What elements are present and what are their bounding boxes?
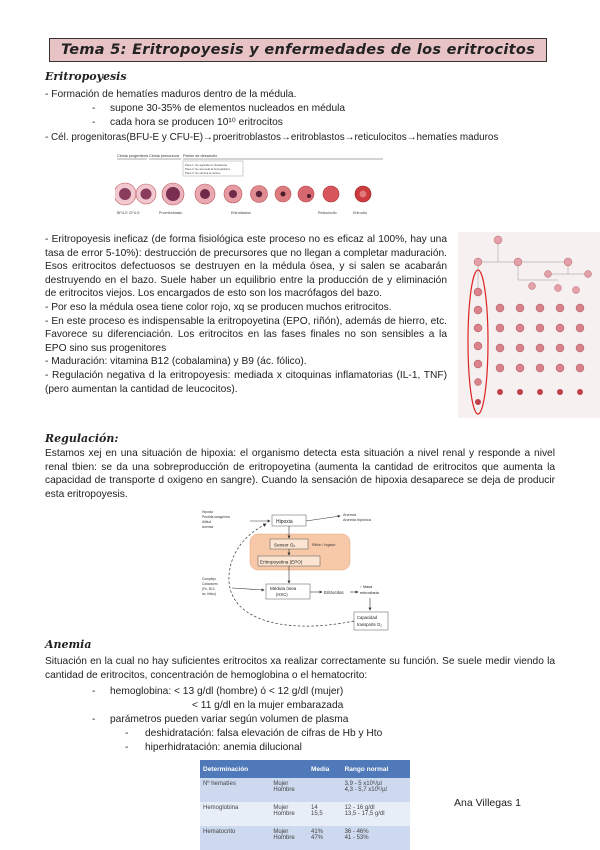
anemia-paragraph: Situación en la cual no hay suficientes eritrocitos xa realizar correctamente su función. Se suele medir viendo la cantidad de eritrocitos, concentración de hemoglobina o el hematocrito: (45, 656, 555, 681)
cell-nucleus (256, 191, 262, 197)
fig-stage-label: Reticulocito (318, 211, 337, 215)
para-ineficaz: - Eritropoyesis ineficaz (de forma fisiológica este proceso no es eficaz al 100%, hay una tasa de error 5-10%): destrucción de precursores que no llegan a completar maduración. Esos eritrocitos defectuosos se destruyen en la médula ósea, y si salen se acabarán destruyendo en el bazo. Suele haber un equilibrio entre la producción de y eliminación de eritrocitos viejos. Los encargados de esto son los macrófagos del bazo. (45, 234, 447, 300)
fig-header: Célula progenitora (117, 154, 149, 158)
dash-bullet: - (125, 742, 129, 753)
diagram-cofactors: ác. fólico) (202, 592, 217, 596)
cell-erythroblast (298, 186, 314, 202)
diagram-cofactors: Complejo (202, 577, 216, 581)
table-cell: 36 - 46% 41 - 53% (342, 826, 410, 850)
diagram-sensor: Sensor O₂ (274, 542, 296, 548)
diagram-eritro: Eritrocitos (324, 590, 344, 595)
fig-header: Patrón de desarrollo (183, 154, 218, 158)
regulacion-paragraph: Estamos xej en una situación de hipoxia: el organismo detecta esta situación a nivel renal y responde a nivel renal tbien: se da una sobreproducción de eritropoyetina (aumenta la cantidad de eritrocitos que aumenta la capacidad de transporte d oxigeno en sangre). Cuando la sensación de hipoxia desaparece se deja de producir esta eritropoyesis. (45, 448, 555, 500)
heading-regulacion: Regulación: (45, 432, 119, 445)
diagram-hypoxia: Hipoxia (276, 519, 293, 525)
para-maduracion: - Maduración: vitamina B12 (cobalamina) y B9 (ác. fólico). (45, 356, 307, 368)
cell-nucleus (200, 189, 210, 199)
diagram-cofactors: Cofactores (202, 582, 218, 586)
table-header (270, 760, 308, 778)
dash-bullet: - (92, 117, 96, 128)
hematopoiesis-tree-figure (458, 232, 600, 418)
diagram-mass: ↑ Masa (360, 585, 373, 589)
anemia-bullet: parámetros pueden variar según volumen de plasma (110, 714, 349, 725)
cell-nucleus (229, 190, 237, 198)
diagram-stimulus: Altitud (202, 520, 212, 524)
diagram-cofactors: (Fe, B12, (202, 587, 216, 591)
cell-erythrocyte-center (360, 191, 367, 198)
table-cell: 41% 47% (308, 826, 342, 850)
cell-nucleus (166, 187, 180, 201)
table-cell: Hemoglobina (200, 802, 270, 826)
maturation-figure (115, 150, 385, 222)
table-row (200, 802, 410, 826)
diagram-stimulus: Hipoxia (202, 510, 213, 514)
diagram-cause: Anemia (343, 513, 356, 517)
fig-stage-label: Eritroblastos (231, 211, 251, 215)
table-cell: Hematocrito (200, 826, 270, 850)
dash-bullet: - (92, 714, 96, 725)
bullet-line: - Formación de hematíes maduros dentro de la médula. (45, 89, 297, 100)
diagram-transport: transporte O₂ (357, 622, 382, 627)
fig-legend: Paso 2: Se acumula la hemoglobina (185, 167, 230, 171)
fig-stage-label: BFU-E CFU-E (117, 211, 140, 215)
table-cell: Mujer Hombre (270, 826, 308, 850)
diagram-epo: Eritropoyetina (EPO) (260, 559, 303, 565)
para-medula: - Por eso la médula osea tiene color rojo, xq se producen muchos eritrocitos. (45, 301, 392, 313)
diagram-kidney: Riñón / hígado (312, 543, 336, 547)
heading-anemia: Anemia (45, 638, 92, 651)
para-regulacion-neg: - Regulación negativa d la eritropoyesis: mediada x citoquinas inflamatorias (IL-1, TNF) (pero aumentan la cantidad de leucocitos). (45, 369, 447, 395)
dash-bullet: - (92, 103, 96, 114)
diagram-marrow: (HSC) (276, 592, 288, 597)
table-row (200, 778, 410, 802)
diagram-transport: Capacidad (357, 615, 378, 620)
cell-nucleus (141, 189, 152, 200)
dash-bullet: - (92, 686, 96, 697)
diagram-stimulus: Anemia (202, 525, 214, 529)
cell-nucleus (119, 188, 131, 200)
cell-nucleus (307, 194, 311, 198)
reference-values-table (200, 760, 410, 850)
anemia-bullet: hiperhidratación: anemia dilucional (145, 742, 302, 753)
fig-legend: Paso 1: Se agranda el citoplasma (185, 163, 227, 167)
anemia-bullet: deshidratación: falsa elevación de cifras de Hb y Hto (145, 728, 383, 739)
fig-legend: Paso 3: Se elimina el núcleo (185, 171, 221, 175)
eritropoyesis-paragraphs (45, 233, 447, 396)
table-cell: 3,9 - 5 x10⁶/µl 4,3 - 5,7 x10⁶/µl (342, 778, 410, 802)
table-cell: Mujer Hombre (270, 778, 308, 802)
fig-header: Célula precursora (149, 154, 179, 158)
diagram-mass: eritrocitaria (360, 591, 379, 595)
para-epo: - En este proceso es indispensable la eritropoyetina (EPO, riñón), además de hierro, etc. Favorece su diferenciación. Los eritrocitos en las fases finales no son sensibles a la EPO sino sus progenitores (45, 315, 447, 354)
anemia-bullet: hemoglobina: < 13 g/dl (hombre) ó < 12 g/dl (mujer) (110, 686, 344, 697)
dash-bullet: - (125, 728, 129, 739)
fig-stage-label: Proeritroblasto (159, 211, 183, 215)
fig-stage-label: Eritrocito (353, 211, 368, 215)
table-header: Determinación (200, 760, 270, 778)
page-title: Tema 5: Eritropoyesis y enfermedades de los eritrocitos (49, 38, 547, 62)
diagram-marrow: Médula ósea (270, 586, 297, 591)
anemia-bullet: < 11 g/dl en la mujer embarazada (192, 700, 344, 711)
bullet-line: - Cél. progenitoras(BFU-E y CFU-E)→proeritroblastos→eritroblastos→reticulocitos→hematíes maduros (45, 132, 499, 143)
cell-reticulocyte (323, 186, 339, 202)
table-cell (308, 778, 342, 802)
regulation-diagram (200, 508, 390, 634)
bullet-line: cada hora se producen 10¹⁰ eritrocitos (110, 117, 283, 128)
cell-nucleus (281, 192, 286, 197)
heading-eritropoyesis: Eritropoyesis (45, 70, 127, 83)
table-cell: 12 - 16 g/dl 13,5 - 17,5 g/dl (342, 802, 410, 826)
page-footer: Ana Villegas 1 (454, 797, 521, 809)
table-cell: Nº hematíes (200, 778, 270, 802)
bullet-line: supone 30-35% de elementos nucleados en médula (110, 103, 346, 114)
table-cell: 14 15,5 (308, 802, 342, 826)
diagram-stimulus: Pérdida sanguínea (202, 515, 230, 519)
table-cell: Mujer Hombre (270, 802, 308, 826)
diagram-cause: Anemia hipóxica (343, 518, 371, 522)
table-header: Media (308, 760, 342, 778)
table-row (200, 826, 410, 850)
table-header: Rango normal (342, 760, 410, 778)
